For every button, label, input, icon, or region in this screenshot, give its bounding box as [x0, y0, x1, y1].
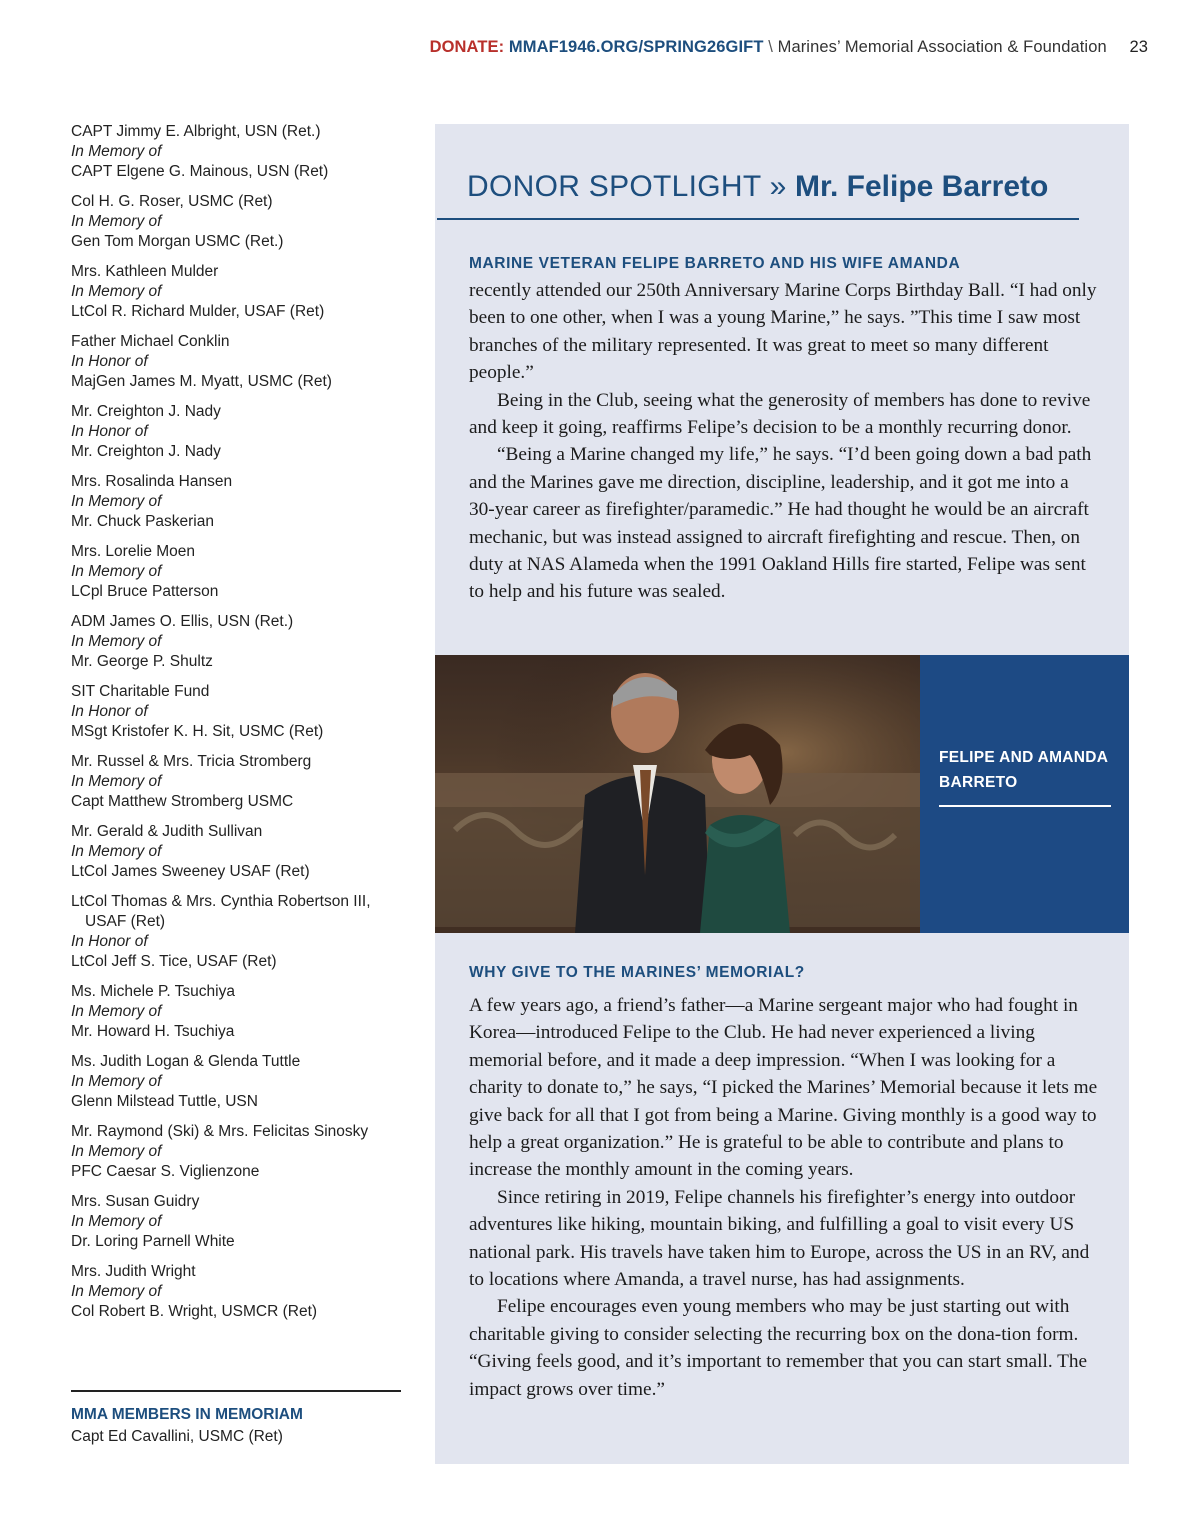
tribute-relation: In Memory of	[71, 493, 162, 510]
tribute-relation: In Memory of	[71, 283, 162, 300]
header-separator: \	[768, 38, 773, 56]
organization-name: Marines’ Memorial Association & Foundation	[777, 38, 1107, 56]
tribute-entry	[71, 402, 416, 462]
story-part-2	[469, 992, 1099, 1403]
tribute-donor: LtCol Thomas & Mrs. Cynthia Robertson III,	[71, 893, 371, 910]
lead-heading: MARINE VETERAN FELIPE BARRETO AND HIS WIFE AMANDA	[469, 255, 961, 272]
tribute-relation: In Memory of	[71, 773, 162, 790]
tribute-entry	[71, 542, 416, 602]
tribute-honoree: Col Robert B. Wright, USMCR (Ret)	[71, 1303, 318, 1320]
story-paragraph: “Being a Marine changed my life,” he says. “I’d been going down a bad path and the Marines gave me direction, discipline, leadership, and it got me into a 30-year career as firefighter/paramedic.” He had thought he would be an aircraft mechanic, but was instead assigned to aircraft firefighting and rescue. Then, on duty at NAS Alameda when the 1991 Oakland Hills fire started, Felipe was sent to help and his future was sealed.	[469, 444, 1092, 603]
donate-link[interactable]: MMAF1946.ORG/SPRING26GIFT	[508, 38, 764, 56]
tribute-relation: In Honor of	[71, 703, 148, 720]
tribute-relation: In Memory of	[71, 213, 162, 230]
story-paragraph: Felipe encourages even young members who may be just starting out with charitable giving to consider selecting the recurring box on the dona-tion form. “Giving feels good, and it’s important to remember that you can start small. The impact grows over time.”	[469, 1296, 1088, 1400]
donate-label: DONATE:	[429, 38, 505, 56]
tribute-relation: In Memory of	[71, 1283, 162, 1300]
tribute-honoree: Gen Tom Morgan USMC (Ret.)	[71, 233, 284, 250]
tribute-entry	[71, 122, 416, 182]
tribute-honoree: Mr. Howard H. Tsuchiya	[71, 1023, 235, 1040]
tribute-donor: Mr. Gerald & Judith Sullivan	[71, 823, 263, 840]
tribute-entry	[71, 262, 416, 322]
tribute-honoree: CAPT Elgene G. Mainous, USN (Ret)	[71, 163, 329, 180]
memoriam-name: Capt Ed Cavallini, USMC (Ret)	[71, 1428, 283, 1445]
tribute-donor: Mrs. Kathleen Mulder	[71, 263, 219, 280]
tribute-donor: Mrs. Judith Wright	[71, 1263, 196, 1280]
tribute-donor: Mrs. Susan Guidry	[71, 1193, 200, 1210]
tribute-entry	[71, 982, 416, 1042]
tribute-donor: Father Michael Conklin	[71, 333, 230, 350]
page-number: 23	[1129, 38, 1148, 56]
story-paragraph: recently attended our 250th Anniversary Marine Corps Birthday Ball. “I had only been to one other, when I was a young Marine,” he says. ”This time I saw most branches of the military represented. It was great to meet so many different people.”	[469, 280, 1097, 384]
tribute-donor: Ms. Judith Logan & Glenda Tuttle	[71, 1053, 301, 1070]
tribute-entry	[71, 192, 416, 252]
section-divider	[71, 1390, 401, 1392]
tribute-honoree: Mr. Creighton J. Nady	[71, 443, 221, 460]
tribute-honoree: Dr. Loring Parnell White	[71, 1233, 235, 1250]
caption-rule	[939, 805, 1111, 807]
tribute-relation: In Memory of	[71, 563, 162, 580]
tribute-relation: In Memory of	[71, 843, 162, 860]
spotlight-title	[467, 170, 1048, 204]
photo-caption-box	[920, 655, 1129, 933]
tribute-donor: CAPT Jimmy E. Albright, USN (Ret.)	[71, 123, 321, 140]
tribute-donor: Mr. Creighton J. Nady	[71, 403, 221, 420]
tribute-honoree: LtCol James Sweeney USAF (Ret)	[71, 863, 310, 880]
tribute-honoree: LtCol R. Richard Mulder, USAF (Ret)	[71, 303, 325, 320]
story-part-1	[469, 277, 1099, 606]
spotlight-donor-name: Mr. Felipe Barreto	[794, 170, 1049, 203]
tribute-entry	[71, 1052, 416, 1112]
tribute-honoree: Mr. Chuck Paskerian	[71, 513, 214, 530]
tribute-relation: In Memory of	[71, 633, 162, 650]
tribute-relation: In Honor of	[71, 353, 148, 370]
tribute-donor: USAF (Ret)	[85, 913, 166, 930]
couple-photo-illustration	[435, 655, 920, 933]
tribute-honoree: MajGen James M. Myatt, USMC (Ret)	[71, 373, 332, 390]
tribute-donor: SIT Charitable Fund	[71, 683, 210, 700]
why-give-heading: WHY GIVE TO THE MARINES’ MEMORIAL?	[469, 964, 805, 981]
tribute-relation: In Honor of	[71, 423, 148, 440]
donor-spotlight-panel	[435, 124, 1129, 1464]
spotlight-kicker: DONOR SPOTLIGHT »	[467, 170, 787, 203]
tribute-donor: Col H. G. Roser, USMC (Ret)	[71, 193, 273, 210]
tribute-relation: In Memory of	[71, 143, 162, 160]
tribute-donor: Mrs. Lorelie Moen	[71, 543, 196, 560]
tribute-honoree: LtCol Jeff S. Tice, USAF (Ret)	[71, 953, 277, 970]
tribute-list	[71, 122, 416, 1332]
spotlight-title-rule	[437, 218, 1079, 220]
tribute-relation: In Memory of	[71, 1073, 162, 1090]
tribute-honoree: PFC Caesar S. Viglienzone	[71, 1163, 260, 1180]
tribute-relation: In Memory of	[71, 1003, 162, 1020]
tribute-donor: Mr. Raymond (Ski) & Mrs. Felicitas Sinosky	[71, 1123, 369, 1140]
tribute-entry	[71, 1262, 416, 1322]
tribute-honoree: Capt Matthew Stromberg USMC	[71, 793, 294, 810]
tribute-donor: ADM James O. Ellis, USN (Ret.)	[71, 613, 294, 630]
tribute-entry	[71, 612, 416, 672]
tribute-entry	[71, 1122, 416, 1182]
tribute-entry	[71, 892, 416, 972]
tribute-honoree: Glenn Milstead Tuttle, USN	[71, 1093, 258, 1110]
tribute-entry	[71, 332, 416, 392]
tribute-honoree: LCpl Bruce Patterson	[71, 583, 219, 600]
story-paragraph: Since retiring in 2019, Felipe channels his firefighter’s energy into outdoor adventures like hiking, mountain biking, and fulfilling a goal to visit every US national park. His travels have taken him to Europe, across the US in an RV, and to locations where Amanda, a travel nurse, has had assignments.	[469, 1186, 1090, 1291]
page-header	[430, 38, 1148, 57]
tribute-entry	[71, 1192, 416, 1252]
tribute-entry	[71, 472, 416, 532]
tribute-entry	[71, 822, 416, 882]
tribute-honoree: Mr. George P. Shultz	[71, 653, 213, 670]
tribute-donor: Mr. Russel & Mrs. Tricia Stromberg	[71, 753, 312, 770]
story-paragraph: Being in the Club, seeing what the generosity of members has done to revive and keep it going, reaffirms Felipe’s decision to be a monthly recurring donor.	[469, 389, 1091, 439]
memoriam-heading: MMA MEMBERS IN MEMORIAM	[71, 1406, 303, 1423]
couple-photo	[435, 655, 920, 933]
tribute-relation: In Memory of	[71, 1213, 162, 1230]
tribute-entry	[71, 752, 416, 812]
tribute-honoree: MSgt Kristofer K. H. Sit, USMC (Ret)	[71, 723, 324, 740]
photo-caption: FELIPE AND AMANDA BARRETO	[939, 749, 1108, 791]
tribute-relation: In Honor of	[71, 933, 148, 950]
tribute-donor: Mrs. Rosalinda Hansen	[71, 473, 233, 490]
tribute-relation: In Memory of	[71, 1143, 162, 1160]
tribute-entry	[71, 682, 416, 742]
tribute-donor: Ms. Michele P. Tsuchiya	[71, 983, 235, 1000]
story-paragraph: A few years ago, a friend’s father—a Marine sergeant major who had fought in Korea—introduced Felipe to the Club. He had never experienced a living memorial before, and it made a deep impression. “When I was looking for a charity to donate to,” he says, “I picked the Marines’ Memorial because it lets me give back for all that I got from being a Marine. Giving monthly is a good way to help a great organization.” He is grateful to be able to contribute and plans to increase the monthly amount in the coming years.	[469, 995, 1098, 1181]
